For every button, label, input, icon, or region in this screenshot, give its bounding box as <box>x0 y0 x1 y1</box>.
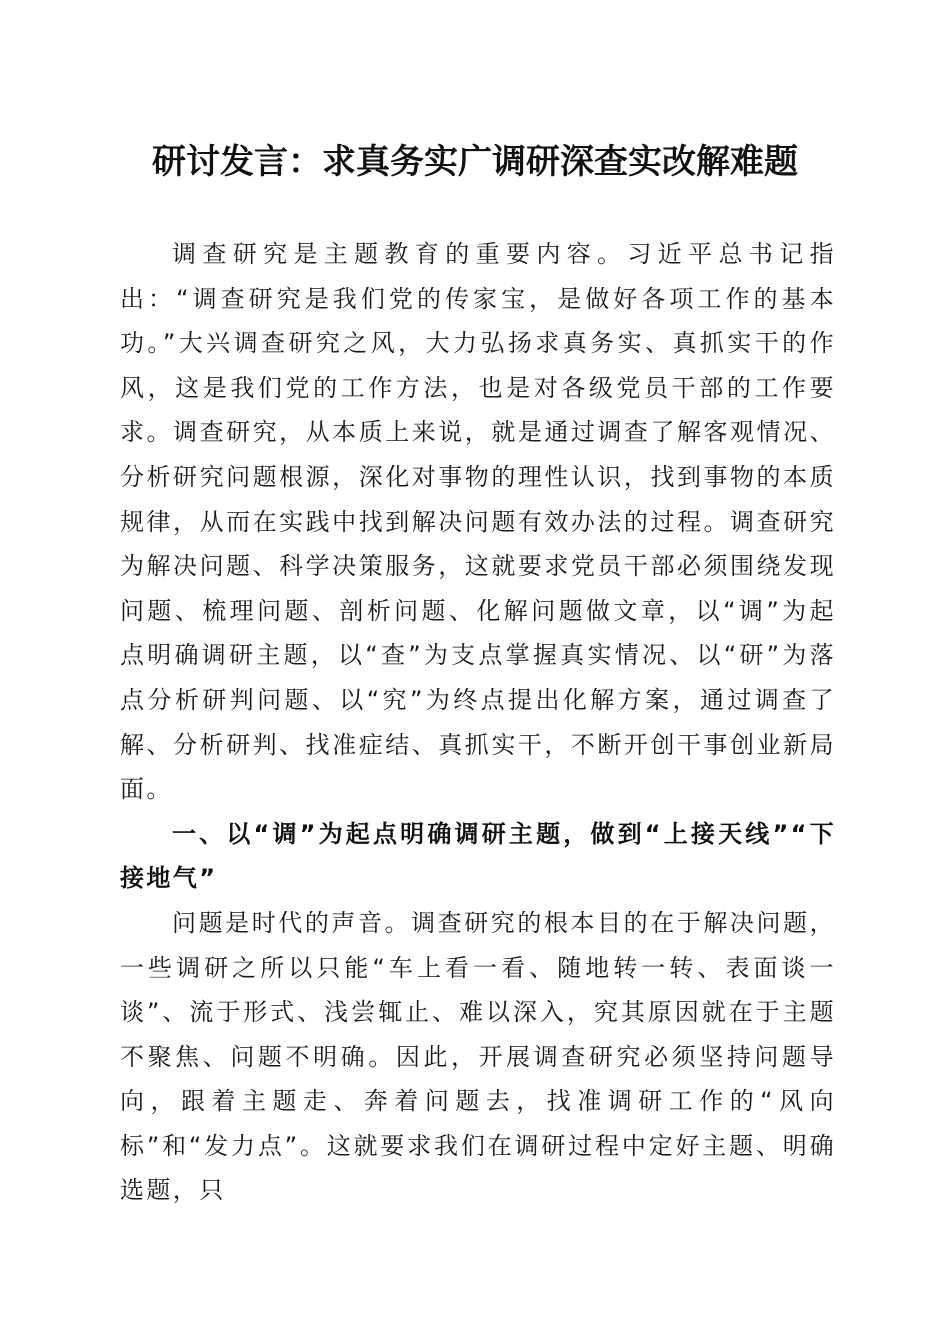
intro-paragraph: 调查研究是主题教育的重要内容。习近平总书记指出：“调查研究是我们党的传家宝，是做好各项工作的基本功。”大兴调查研究之风，大力弘扬求真务实、真抓实干的作风，这是我们党的工作方法，也是对各级党员干部的工作要求。调查研究，从本质上来说，就是通过调查了解客观情况、分析研究问题根源，深化对事物的理性认识，找到事物的本质规律，从而在实践中找到解决问题有效办法的过程。调查研究为解决问题、科学决策服务，这就要求党员干部必须围绕发现问题、梳理问题、剖析问题、化解问题做文章，以“调”为起点明确调研主题，以“查”为支点掌握真实情况、以“研”为落点分析研判问题、以“究”为终点提出化解方案，通过调查了解、分析研判、找准症结、真抓实干，不断开创干事创业新局面。 <box>120 240 836 804</box>
section-1-paragraph: 问题是时代的声音。调查研究的根本目的在于解决问题，一些调研之所以只能“车上看一看、随地转一转、表面谈一谈”、流于形式、浅尝辄止、难以深入，究其原因就在于主题不聚焦、问题不明确。因此，开展调查研究必须坚持问题导向，跟着主题走、奔着问题去，找准调研工作的“风向标”和“发力点”。这就要求我们在调研过程中定好主题、明确选题，只 <box>120 908 836 1205</box>
document-body <box>120 232 836 1213</box>
section-1-heading: 一、以“调”为起点明确调研主题，做到“上接天线”“下接地气” <box>120 819 836 893</box>
document-title: 研讨发言：求真务实广调研深查实改解难题 <box>152 142 798 182</box>
